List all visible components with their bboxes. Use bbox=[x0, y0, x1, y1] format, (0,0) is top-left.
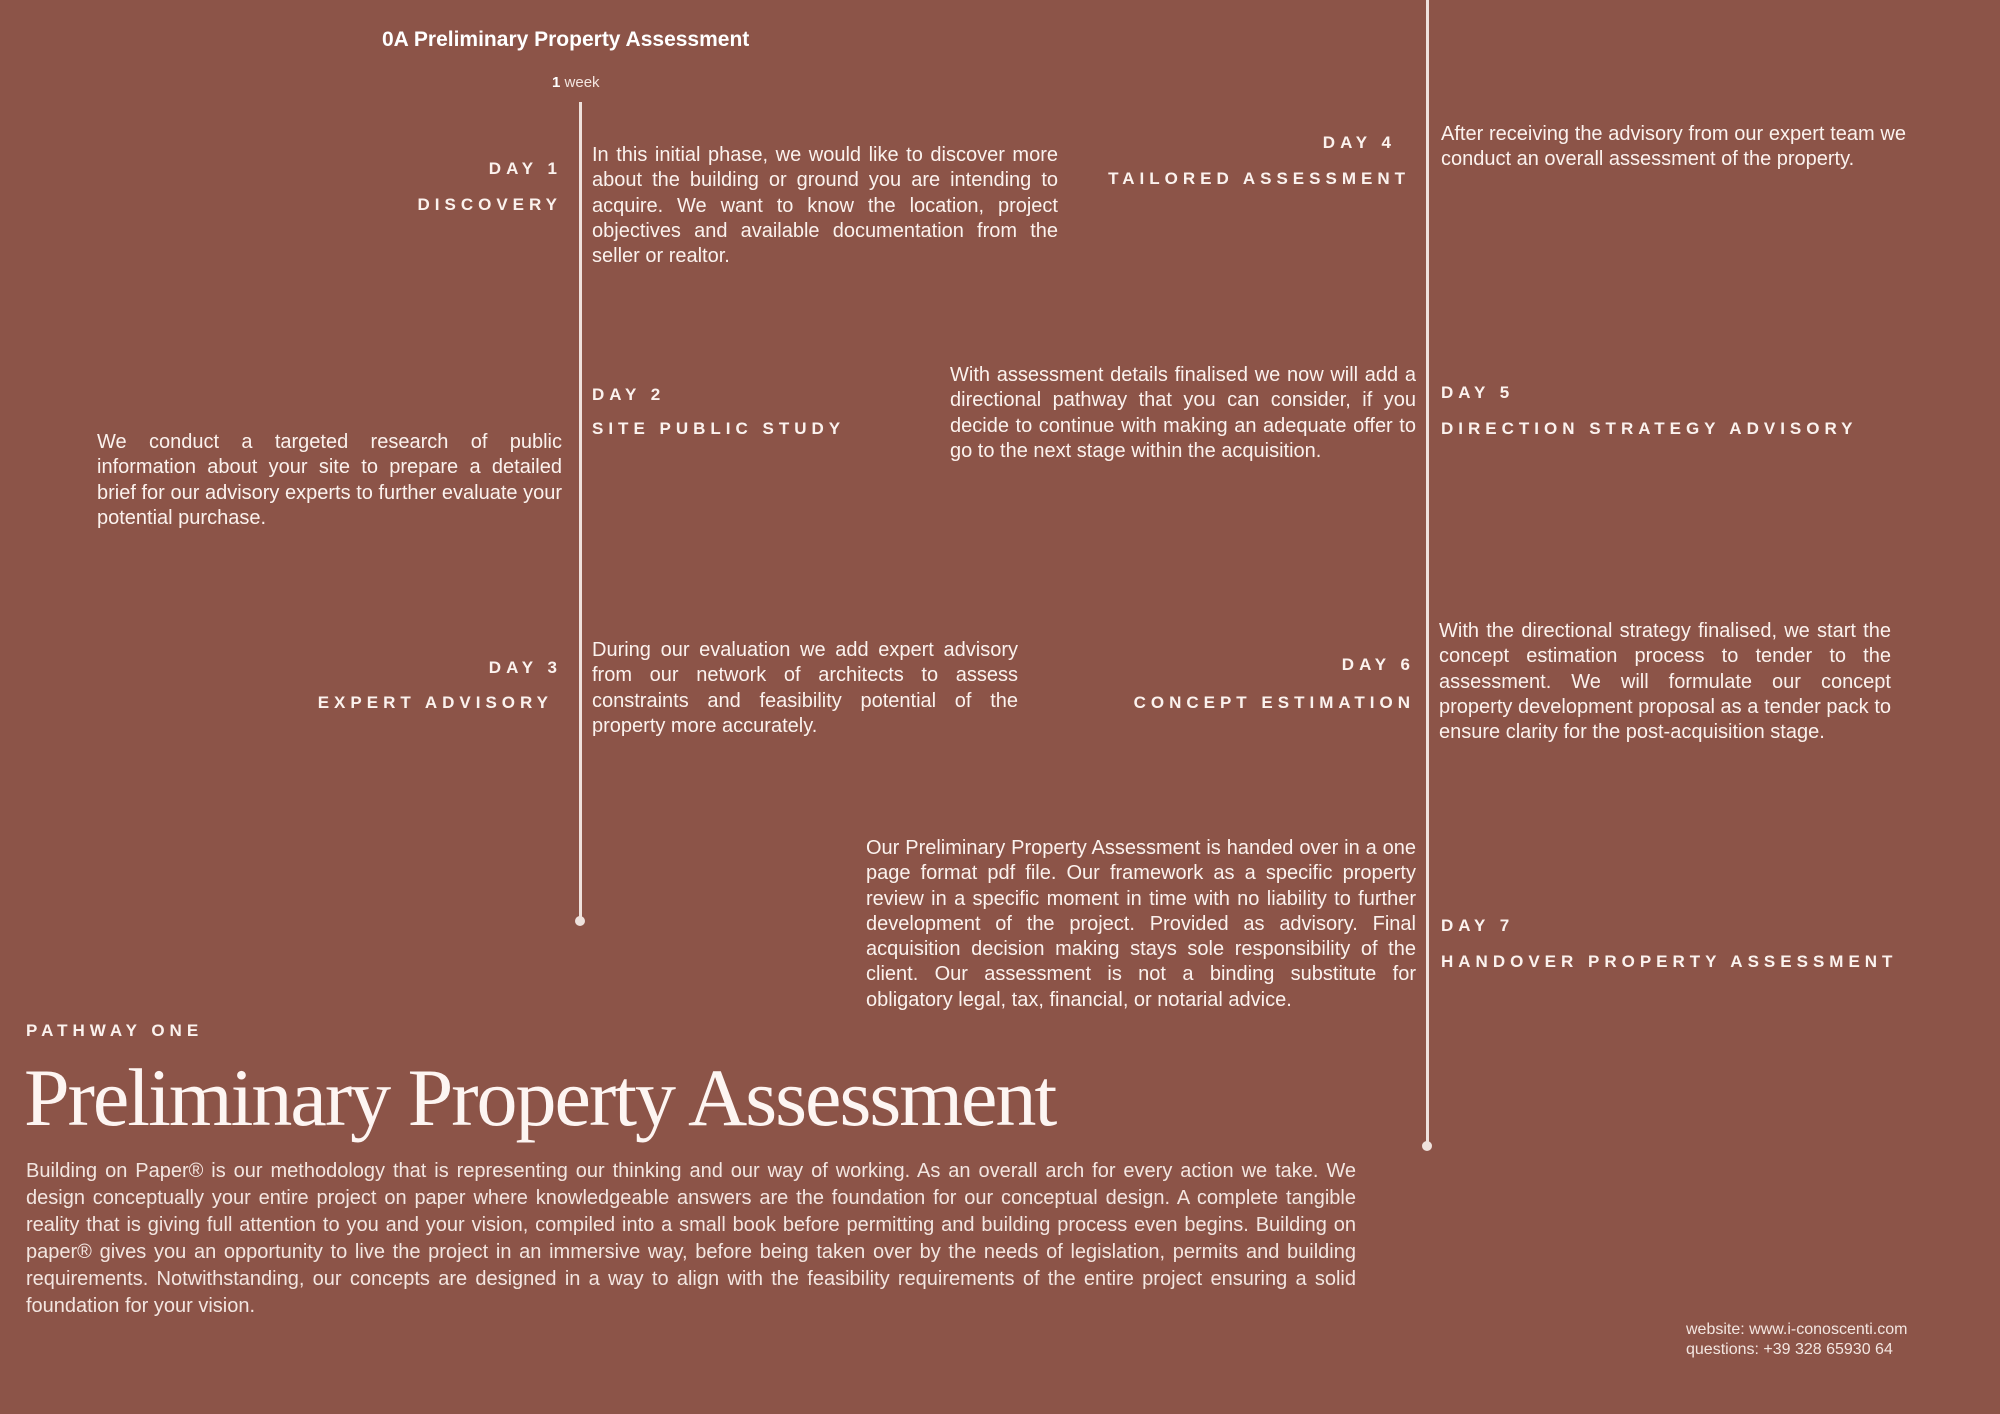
step-name-6: CONCEPT ESTIMATION bbox=[1133, 693, 1415, 712]
step-name-4: TAILORED ASSESSMENT bbox=[1108, 169, 1410, 188]
step-description-7: Our Preliminary Property Assessment is handed over in a one page format pdf file. Our framework as a specific property review in a specific moment in time with no liability to further development of the project. Provided as advisory. Final acquisition decision making stays sole responsibility of the client. Our assessment is not a binding substitute for obligatory legal, tax, financial, or notarial advice. bbox=[866, 837, 1416, 1011]
step-name-7: HANDOVER PROPERTY ASSESSMENT bbox=[1441, 952, 1898, 971]
contact-info bbox=[1686, 1320, 1907, 1360]
step-description-3: During our evaluation we add expert advisory from our network of architects to assess constraints and feasibility potential of the property more accurately. bbox=[592, 639, 1018, 737]
step-day-3: DAY 3 bbox=[488, 658, 562, 677]
step-name-3: EXPERT ADVISORY bbox=[317, 693, 553, 712]
duration-number: 1 bbox=[552, 74, 561, 91]
website-link[interactable]: website: www.i-conoscenti.com bbox=[1686, 1321, 1908, 1338]
step-day-2: DAY 2 bbox=[592, 385, 666, 404]
step-day-6: DAY 6 bbox=[1341, 655, 1415, 674]
step-day-5: DAY 5 bbox=[1441, 383, 1515, 402]
pathway-label: PATHWAY ONE bbox=[26, 1021, 204, 1040]
section-title: 0A Preliminary Property Assessment bbox=[382, 28, 750, 51]
step-description-2: We conduct a targeted research of public information about your site to prepare a detailed brief for our advisory experts to further evaluate your potential purchase. bbox=[97, 431, 562, 529]
step-description-6: With the directional strategy finalised, we start the concept estimation process to tender to the assessment. We will formulate our concept property development proposal as a tender pack to ensure clarity for the post-acquisition stage. bbox=[1439, 620, 1891, 744]
step-name-1: DISCOVERY bbox=[417, 195, 562, 214]
timeline-end-dot-left bbox=[575, 916, 585, 926]
step-name-5: DIRECTION STRATEGY ADVISORY bbox=[1441, 419, 1858, 438]
duration-label bbox=[552, 74, 600, 91]
step-description-1: In this initial phase, we would like to discover more about the building or ground you are intending to acquire. We want to know the location, project objectives and available documentation from the seller or realtor. bbox=[592, 144, 1058, 268]
step-day-4: DAY 4 bbox=[1322, 133, 1396, 152]
intro-paragraph: Building on Paper® is our methodology that is representing our thinking and our way of working. As an overall arch for every action we take. We design conceptually your entire project on paper where knowledgeable answers are the foundation for our conceptual design. A complete tangible reality that is giving full attention to you and your vision, compiled into a small book before permitting and building process even begins. Building on paper® gives you an opportunity to live the project in an immersive way, before being taken over by the needs of legislation, permits and building requirements. Notwithstanding, our concepts are designed in a way to align with the feasibility requirements of the entire project ensuring a solid foundation for your vision. bbox=[26, 1160, 1356, 1317]
page-title: Preliminary Property Assessment bbox=[24, 1052, 1056, 1143]
timeline-line-right bbox=[1426, 0, 1429, 1144]
phone-number: questions: +39 328 65930 64 bbox=[1686, 1341, 1893, 1358]
step-description-5: With assessment details finalised we now will add a directional pathway that you can consider, if you decide to continue with making an adequate offer to go to the next stage within the acquisition. bbox=[950, 364, 1416, 462]
duration-unit: week bbox=[564, 74, 600, 91]
step-name-2: SITE PUBLIC STUDY bbox=[592, 419, 846, 438]
step-day-7: DAY 7 bbox=[1441, 916, 1515, 935]
timeline-end-dot-right bbox=[1422, 1141, 1432, 1151]
step-description-4: After receiving the advisory from our expert team we conduct an overall assessment of the property. bbox=[1441, 123, 1906, 171]
timeline-line-left bbox=[579, 102, 582, 920]
step-day-1: DAY 1 bbox=[488, 159, 562, 178]
